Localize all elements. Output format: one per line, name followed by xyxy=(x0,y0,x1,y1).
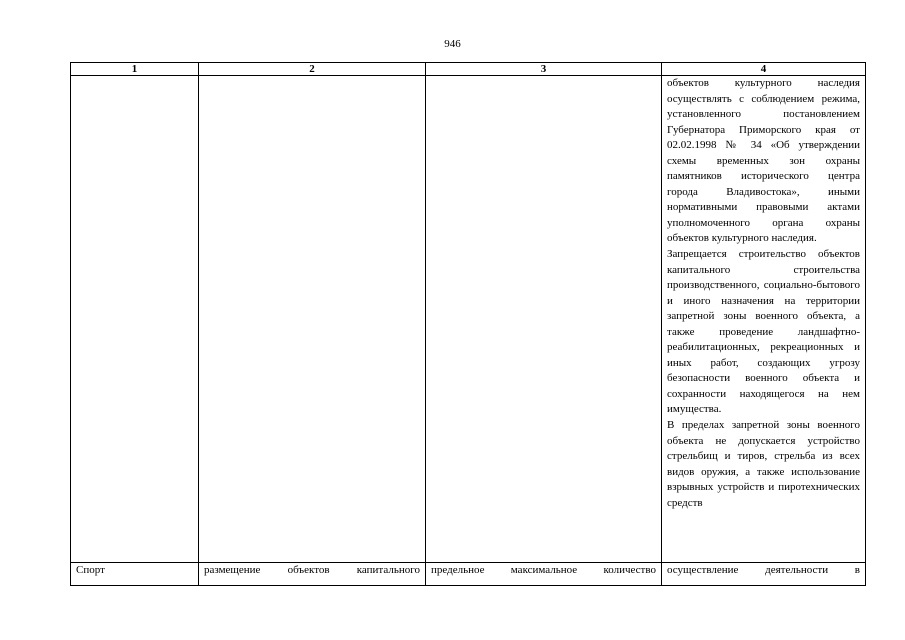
table-row xyxy=(71,563,866,586)
cell-r2-c3-text: предельное максимальное количество xyxy=(431,564,656,576)
header-cell-1: 1 xyxy=(71,63,199,76)
paragraph-heritage: объектов культурного наследия осуществлять с соблюдением режима, установленного постановлением Губернатора Приморского края от 02.02.1998 № 34 «Об утверждении схемы временных зон охраны памятников исторического центра города Владивостока», иными нормативными правовыми актами уполномоченного органа охраны объектов культурного наследия. xyxy=(667,77,860,245)
cell-r2-c2 xyxy=(199,563,426,586)
cell-r2-c4-text: осуществление деятельности в xyxy=(667,564,860,576)
table-row xyxy=(71,76,866,563)
paragraph-shooting-ban: В пределах запретной зоны военного объекта не допускается устройство стрельбищ и тиров, стрельба из всех видов оружия, а также использование взрывных устройств и пиротехнических средств xyxy=(667,419,860,509)
header-cell-4: 4 xyxy=(662,63,866,76)
cell-r1-c3 xyxy=(426,76,662,563)
cell-r2-c2-text: размещение объектов капитального xyxy=(204,564,420,576)
paragraph-construction-ban: Запрещается строительство объектов капитального строительства производственного, социально-бытового и иного назначения на территории запретной зоны военного объекта, а также проведение ландшафтно-реабилитационных, рекреационных и иных работ, создающих угрозу безопасности военного объекта и сохранности находящегося на нем имущества. xyxy=(667,248,860,416)
header-cell-2: 2 xyxy=(199,63,426,76)
cell-r2-c3 xyxy=(426,563,662,586)
cell-r1-c2 xyxy=(199,76,426,563)
page-number: 946 xyxy=(444,38,461,50)
header-row xyxy=(71,63,866,76)
cell-r2-c1: Спорт xyxy=(71,563,199,586)
document-table xyxy=(70,62,866,586)
cell-r1-c4 xyxy=(662,76,866,563)
header-cell-3: 3 xyxy=(426,63,662,76)
cell-r1-c1 xyxy=(71,76,199,563)
cell-r2-c4 xyxy=(662,563,866,586)
